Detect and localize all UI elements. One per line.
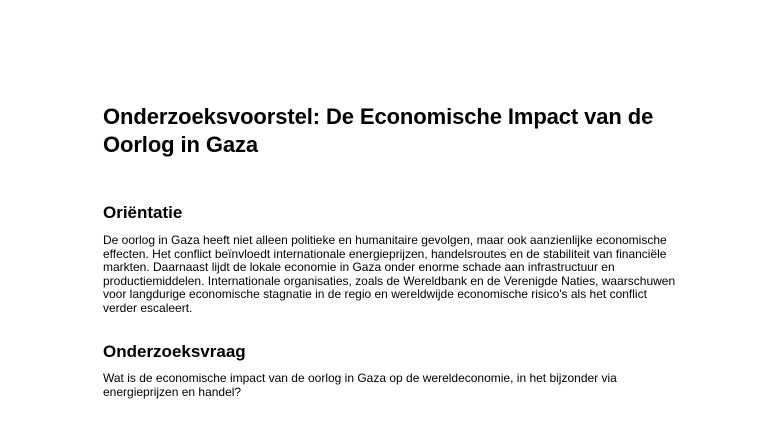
section-body-orientatie: De oorlog in Gaza heeft niet alleen politieke en humanitaire gevolgen, maar ook aanzienlijke economische effecten. Het conflict beïnvloedt internationale energieprijzen, handelsroutes en de stabiliteit van financiële markten. Daarnaast lijdt de lokale economie in Gaza onder enorme schade aan infrastructuur en productiemiddelen. Internationale organisaties, zoals de Wereldbank en de Verenigde Naties, waarschuwen voor langdurige economische stagnatie in de regio en wereldwijde economische risico's als het conflict verder escaleert.	[103, 233, 676, 315]
document-title: Onderzoeksvoorstel: De Economische Impact van de Oorlog in Gaza	[103, 104, 654, 157]
document-content	[103, 103, 693, 399]
section-body-onderzoeksvraag: Wat is de economische impact van de oorlog in Gaza op de wereldeconomie, in het bijzonder via energieprijzen en handel?	[103, 371, 617, 399]
section-heading-onderzoeksvraag: Onderzoeksvraag	[103, 342, 246, 361]
section-heading-orientatie: Oriëntatie	[103, 203, 183, 222]
